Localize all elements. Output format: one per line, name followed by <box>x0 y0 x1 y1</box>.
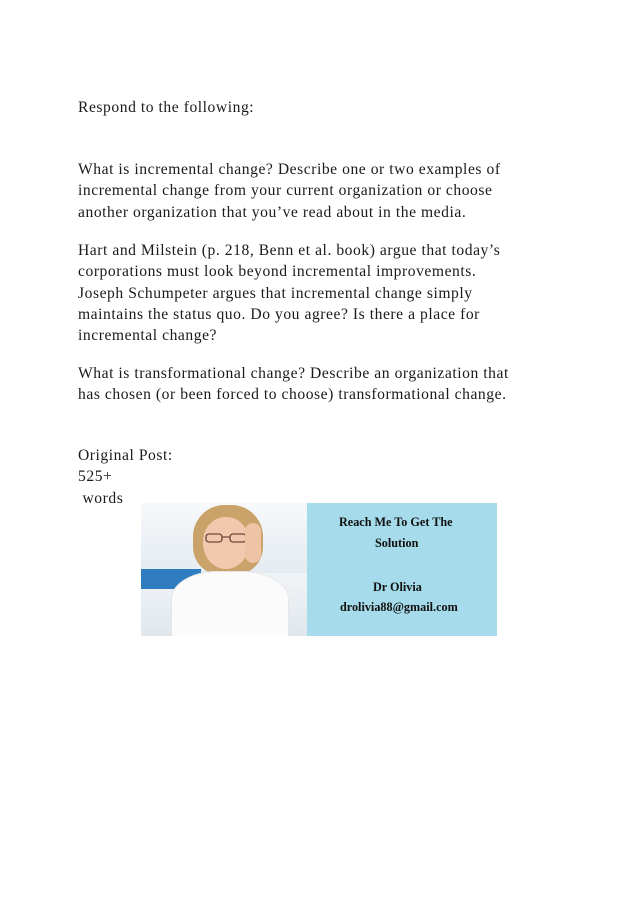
question-2-line: incremental change? <box>78 327 218 345</box>
question-1 <box>78 159 568 223</box>
contact-name: Dr Olivia <box>373 580 422 594</box>
question-3 <box>78 363 568 406</box>
question-3-line: has chosen (or been forced to choose) transformational change. <box>78 386 507 404</box>
question-2-line: Hart and Milstein (p. 218, Benn et al. book) argue that today’s <box>78 242 501 259</box>
contact-email: drolivia88@gmail.com <box>340 600 458 614</box>
tutor-photo <box>141 503 307 636</box>
original-post-requirement <box>78 445 568 509</box>
intro-line: Respond to the following: <box>78 99 255 116</box>
question-2-line: corporations must look beyond incremental improvements. <box>78 263 477 281</box>
banner-subheading: Solution <box>375 536 419 550</box>
glasses-icon <box>203 533 249 543</box>
question-2 <box>78 240 568 346</box>
banner-heading: Reach Me To Get The <box>339 515 453 529</box>
question-1-line: What is incremental change? Describe one or two examples of <box>78 161 501 178</box>
question-1-line: incremental change from your current organization or choose <box>78 182 493 200</box>
question-3-line: What is transformational change? Describe an organization that <box>78 365 509 382</box>
contact-banner <box>141 503 497 636</box>
question-2-line: Joseph Schumpeter argues that incremental change simply <box>78 284 473 302</box>
original-post-label: Original Post: <box>78 447 173 464</box>
question-1-line: another organization that you’ve read about in the media. <box>78 203 467 221</box>
intro-text <box>78 97 568 118</box>
contact-info-panel <box>307 503 497 636</box>
word-count: 525+ <box>78 468 113 486</box>
question-2-line: maintains the status quo. Do you agree? Is there a place for <box>78 305 480 323</box>
word-count-unit: words <box>78 489 124 507</box>
